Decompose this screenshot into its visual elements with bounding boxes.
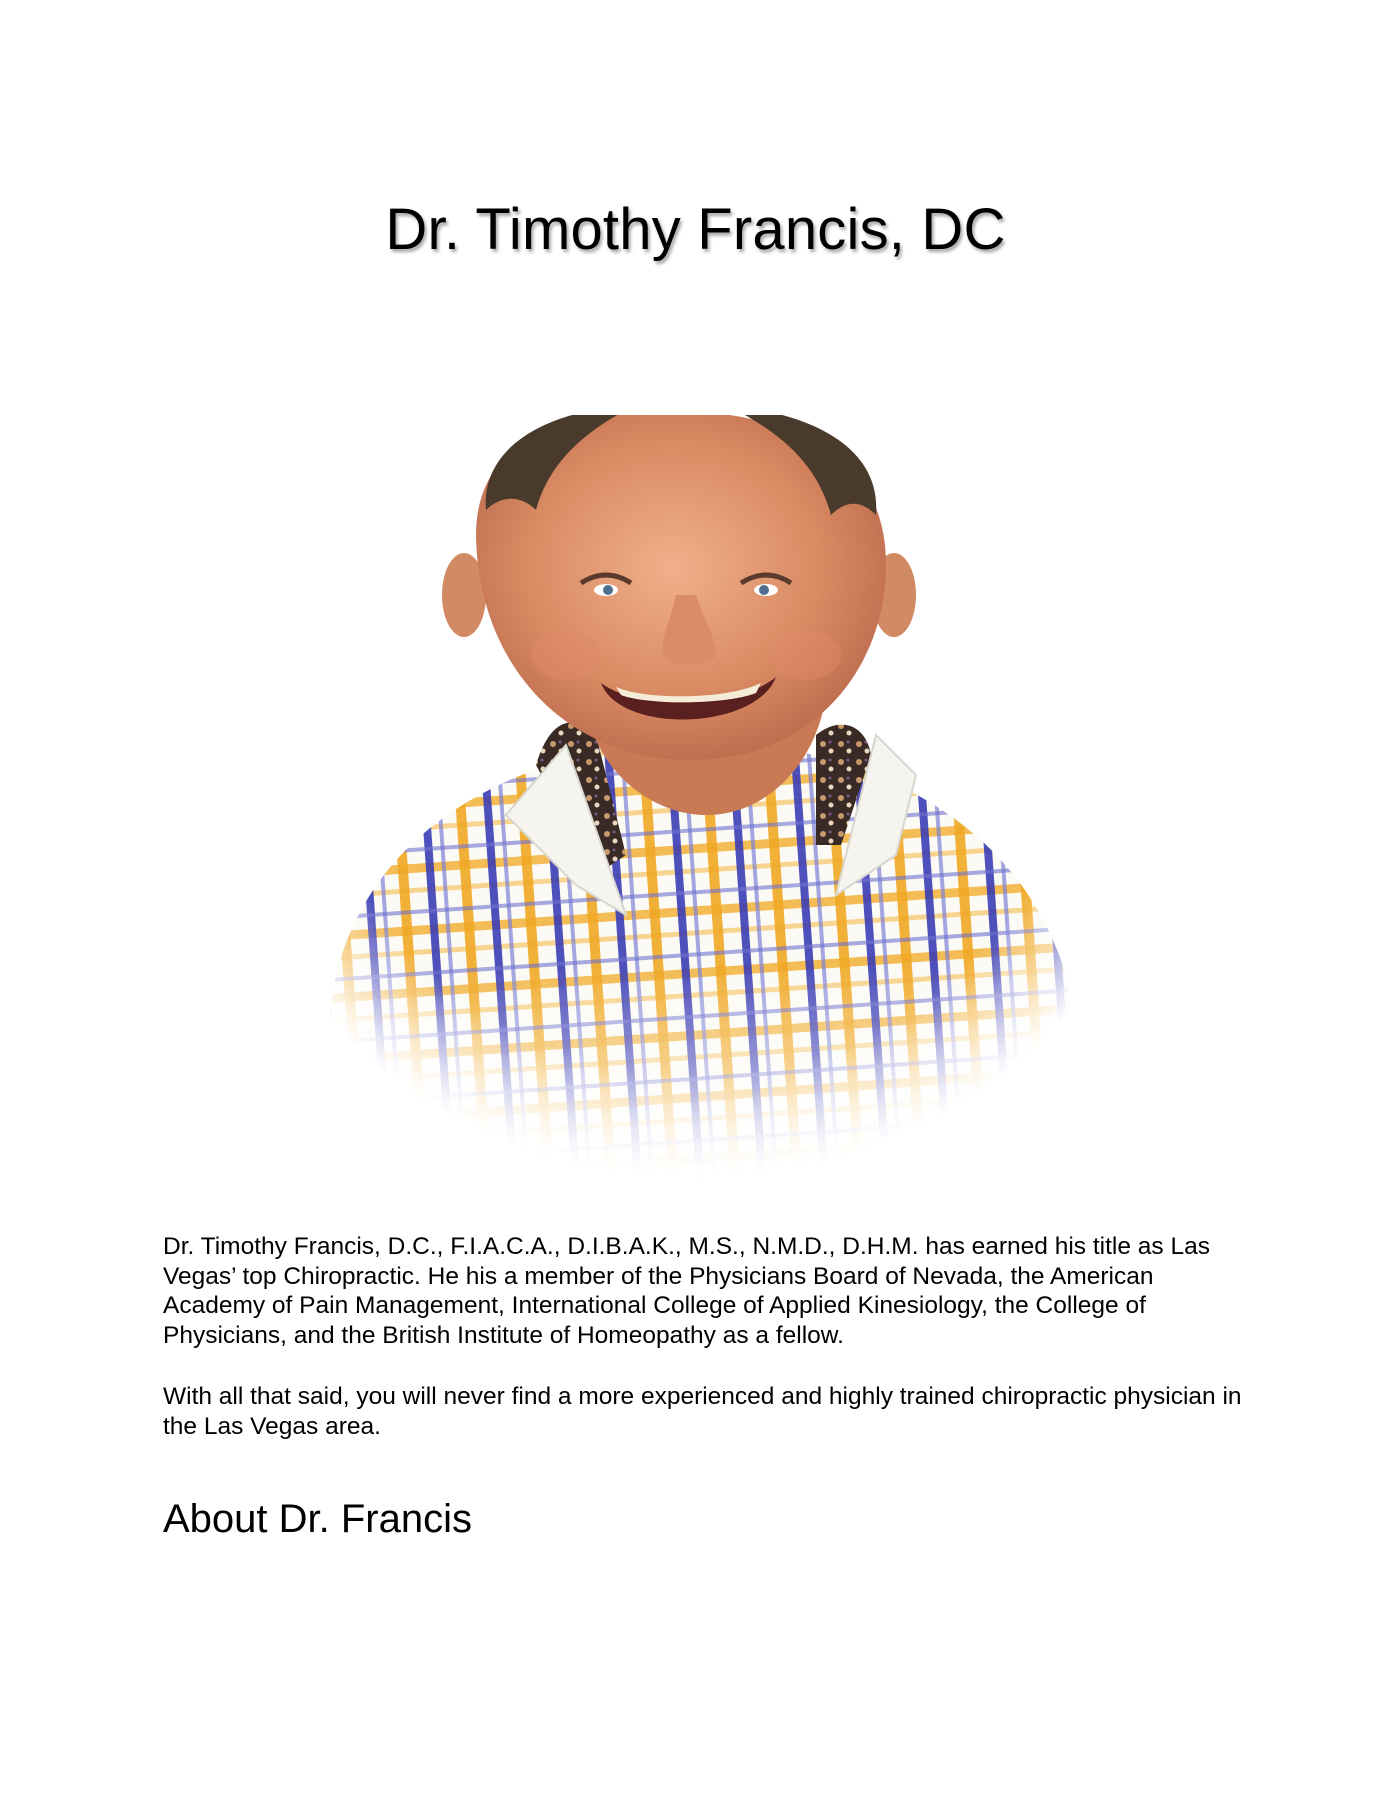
about-section-heading: About Dr. Francis [163,1497,473,1541]
bio-paragraph-credentials: Dr. Timothy Francis, D.C., F.I.A.C.A., D.I.B.A.K., M.S., N.M.D., D.H.M. has earned his title as Las Vegas’ top Chiropractic. He his a member of the Physicians Board of Nevada, the American Academy of Pain Management, International College of Applied Kinesiology, the College of Physicians, and the British Institute of Homeopathy as a fellow. [163,1233,1210,1349]
portrait-photo [296,415,1096,1205]
bio-paragraph-summary: With all that said, you will never find a more experienced and highly trained chiropractic physician in the Las Vegas area. [163,1383,1242,1440]
page-title: Dr. Timothy Francis, DC [385,197,1006,262]
